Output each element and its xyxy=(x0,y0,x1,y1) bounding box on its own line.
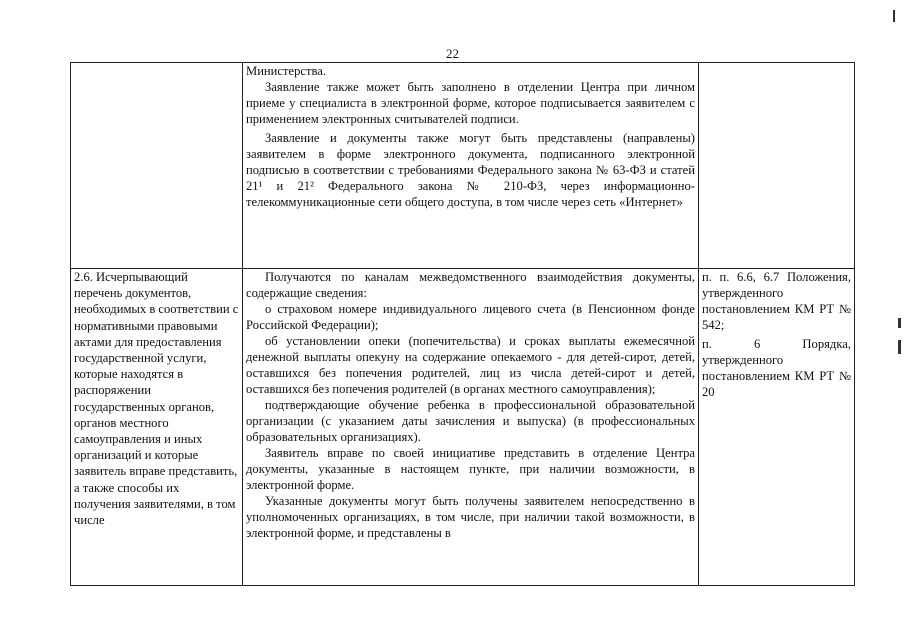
paragraph: Министерства. xyxy=(246,64,327,78)
paragraph: о страховом номере индивидуального лицевого счета (в Пенсионном фонде Российской Федерации); xyxy=(246,302,695,332)
legal-reference: п. п. 6.6, 6.7 Положения, утвержденного постановлением КМ РТ № 542; xyxy=(702,270,851,332)
table-cell-empty xyxy=(71,63,243,269)
paragraph: Получаются по каналам межведомственного взаимодействия документы, содержащие сведения: xyxy=(246,270,695,300)
paragraph: об установлении опеки (попечительства) и сроках выплаты ежемесячной денежной выплаты опекуну на содержание опекаемого - для детей-сирот, детей, оставшихся без попечения родителей, лиц из числа детей-сирот и детей, оставшихся без попечения родителей (в органах местного самоуправления); xyxy=(246,334,695,396)
document-table xyxy=(70,62,855,586)
scan-mark xyxy=(898,340,901,354)
table-cell-description xyxy=(243,269,699,586)
table-row xyxy=(71,63,855,269)
paragraph: подтверждающие обучение ребенка в профессиональной образовательной организации (с указанием даты зачисления и выпуска) (в профессиональных образовательных организациях). xyxy=(246,398,695,444)
scan-mark xyxy=(898,318,901,328)
scan-edge-left xyxy=(0,0,3,640)
paragraph: Заявитель вправе по своей инициативе представить в отделение Центра документы, указанные в настоящем пункте, при наличии возможности, в электронной форме. xyxy=(246,446,695,492)
paragraph: Заявление также может быть заполнено в отделении Центра при личном приеме у специалиста в электронной форме, которое подписывается заявителем с применением электронных считывателей подписи. xyxy=(246,80,695,126)
table-cell-legal-basis xyxy=(699,269,855,586)
table-row xyxy=(71,269,855,586)
scan-mark xyxy=(893,10,895,22)
table-cell-description xyxy=(243,63,699,269)
section-heading: 2.6. Исчерпывающий перечень документов, необходимых в соответствии с нормативными правовыми актами для предоставления государственной услуги, которые находятся в распоряжении государственных органов, органов местного самоуправления и иных организаций и которые заявитель вправе представить, а также способы их получения заявителями, в том числе xyxy=(74,270,239,528)
table-cell-empty xyxy=(699,63,855,269)
table-cell-section xyxy=(71,269,243,586)
paragraph: Указанные документы могут быть получены заявителем непосредственно в уполномоченных организациях, в том числе, при наличии такой возможности, в электронной форме, и представлены в xyxy=(246,494,695,540)
page-number: 22 xyxy=(446,46,459,61)
legal-reference: п. 6 Порядка, утвержденного постановлением КМ РТ № 20 xyxy=(702,337,851,399)
paragraph: Заявление и документы также могут быть представлены (направлены) заявителем в форме электронного документа, подписанного электронной подписью в соответствии с требованиями Федерального закона № 63-ФЗ и статей 21¹ и 21² Федерального закона № 210-ФЗ, через информационно-телекоммуникационные сети общего доступа, в том числе через сеть «Интернет» xyxy=(246,131,695,209)
